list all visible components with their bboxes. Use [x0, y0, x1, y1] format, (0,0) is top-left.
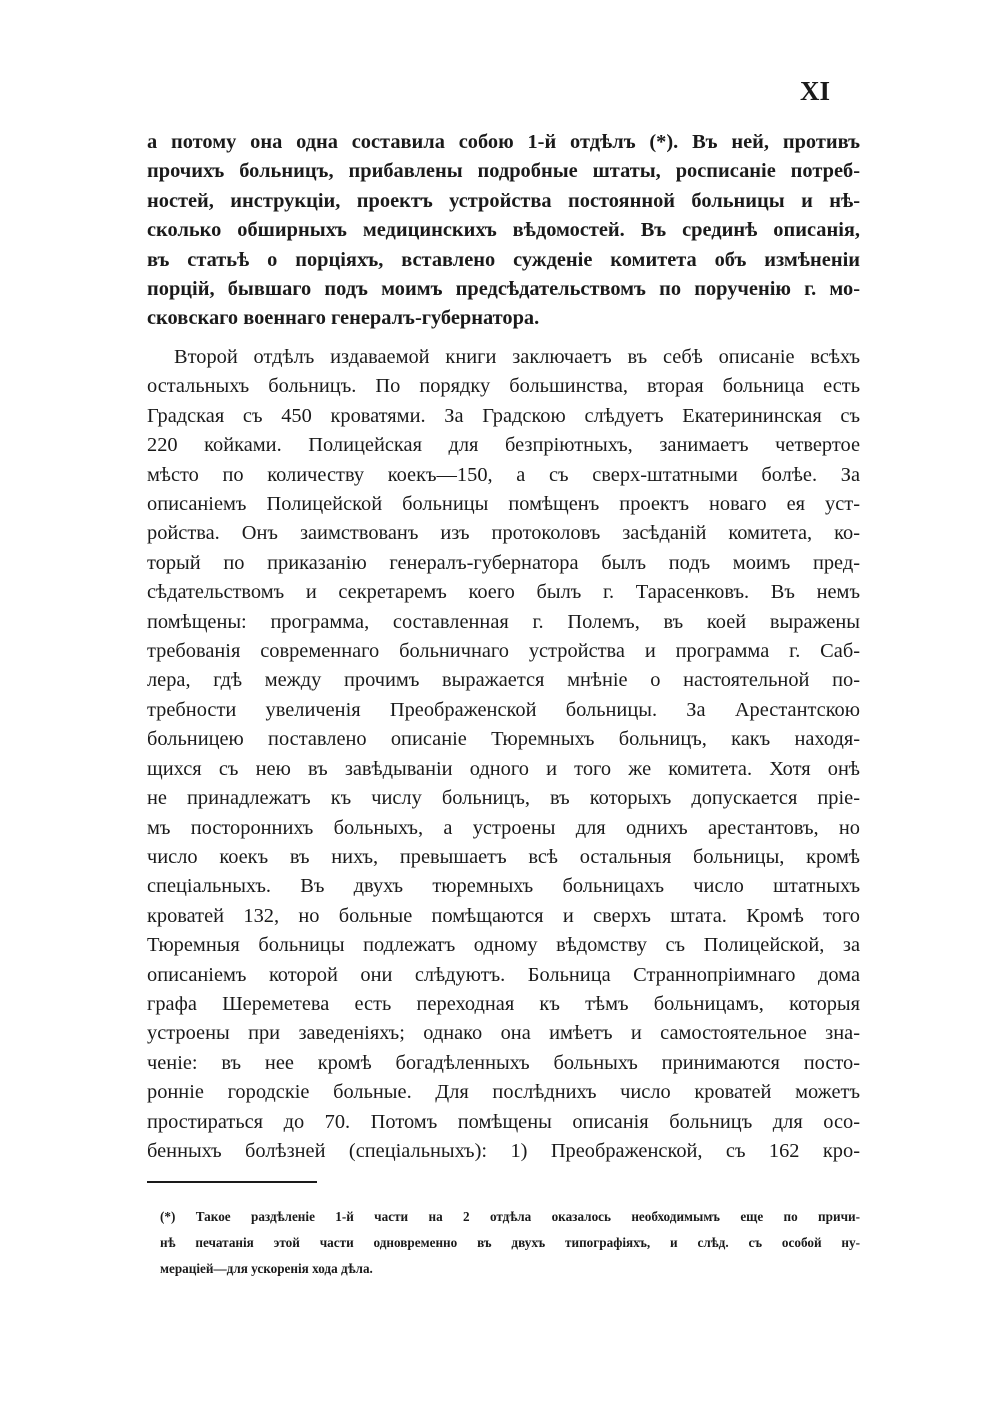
page-number: XI: [800, 76, 831, 106]
text-line: порцій, бывшаго подъ моимъ предсѣдательствомъ по порученію г. мо-: [147, 278, 860, 301]
text-line: описаніемъ которой они слѣдуютъ. Больница Страннопріимнаго дома: [147, 963, 860, 986]
text-line: мѣсто по количеству коекъ—150, а съ сверх-штатными болѣе. За: [147, 463, 860, 486]
footnote-line: нѣ печатанія этой части одновременно въ двухъ типографіяхъ, и слѣд. съ особой ну-: [160, 1235, 860, 1250]
text-line: лера, гдѣ между прочимъ выражается мнѣніе о настоятельной по-: [147, 669, 860, 692]
text-line: ройства. Онъ заимствованъ изъ протоколовъ засѣданій комитета, ко-: [147, 522, 860, 545]
text-line: а потому она одна составила собою 1-й отдѣлъ (*). Въ ней, противъ: [147, 131, 860, 153]
text-line: 220 койками. Полицейская для безпріютныхъ, занимаетъ четвертое: [147, 434, 860, 457]
text-line: требованія современнаго больничнаго устройства и программа г. Саб-: [147, 640, 860, 663]
text-line: мъ постороннихъ больныхъ, а устроены для однихъ арестантовъ, но: [147, 816, 860, 839]
footnote-line: (*) Такое раздѣленіе 1-й части на 2 отдѣла оказалось необходимымъ еще по причи-: [160, 1209, 860, 1224]
text-line: требности увеличенія Преображенской больницы. За Арестантскою: [147, 698, 860, 721]
text-line: ностей, инструкціи, проектъ устройства постоянной больницы и нѣ-: [147, 189, 860, 212]
text-line: торый по приказанію генералъ-губернатора былъ подъ моимъ пред-: [147, 551, 860, 574]
text-line: сколько обширныхъ медицинскихъ вѣдомостей. Въ срединѣ описанія,: [147, 219, 860, 242]
footnote-divider: [147, 1181, 317, 1183]
text-line: спеціальныхъ. Въ двухъ тюремныхъ больницахъ число штатныхъ: [147, 875, 860, 898]
text-line: сковскаго военнаго генералъ-губернатора.: [147, 307, 540, 330]
text-line: остальныхъ больницъ. По порядку большинства, вторая больница есть: [147, 375, 860, 398]
text-line: описаніемъ Полицейской больницы помѣщенъ проектъ новаго ея уст-: [147, 493, 860, 516]
text-line: помѣщены: программа, составленная г. Полемъ, въ коей выражены: [147, 610, 860, 633]
text-line: графа Шереметева есть переходная къ тѣмъ больницамъ, которыя: [147, 992, 860, 1015]
text-line: простираться до 70. Потомъ помѣщены описанія больницъ для осо-: [147, 1110, 860, 1133]
text-line: ронніе городскіе больные. Для послѣднихъ число кроватей можетъ: [147, 1081, 860, 1104]
text-line: Градская съ 450 кроватями. За Градскою слѣдуетъ Екатерининская съ: [147, 404, 860, 427]
text-line: устроены при заведеніяхъ; однако она имѣетъ и самостоятельное зна-: [147, 1022, 860, 1045]
paragraph-2: [147, 343, 860, 1166]
text-line: Второй отдѣлъ издаваемой книги заключаетъ въ себѣ описаніе всѣхъ: [174, 346, 860, 368]
text-line: прочихъ больницъ, прибавлены подробные штаты, росписаніе потреб-: [147, 160, 860, 183]
text-line: число коекъ въ нихъ, превышаетъ всѣ остальныя больницы, кромѣ: [147, 845, 860, 868]
footnote: [160, 1204, 860, 1282]
footnote-line: мераціей—для ускоренія хода дѣла.: [160, 1261, 373, 1276]
paragraph-1: [147, 128, 860, 334]
text-line: сѣдательствомъ и секретаремъ коего былъ г. Тарасенковъ. Въ немъ: [147, 581, 860, 604]
text-line: бенныхъ болѣзней (спеціальныхъ): 1) Преображенской, съ 162 кро-: [147, 1139, 860, 1162]
text-line: кроватей 132, но больные помѣщаются и сверхъ штата. Кромѣ того: [147, 904, 860, 927]
text-line: Тюремныя больницы подлежатъ одному вѣдомству съ Полицейской, за: [147, 934, 860, 957]
text-line: не принадлежатъ къ числу больницъ, въ которыхъ допускается пріе-: [147, 787, 860, 810]
text-line: ченіе: въ нее кромѣ богадѣленныхъ больныхъ принимаются посто-: [147, 1051, 860, 1074]
text-line: больницею поставлено описаніе Тюремныхъ больницъ, какъ находя-: [147, 728, 860, 751]
text-line: щихся съ нею въ завѣдываніи одного и того же комитета. Хотя онѣ: [147, 757, 860, 780]
text-line: въ статьѣ о порціяхъ, вставлено сужденіе комитета объ измѣненіи: [147, 248, 860, 271]
